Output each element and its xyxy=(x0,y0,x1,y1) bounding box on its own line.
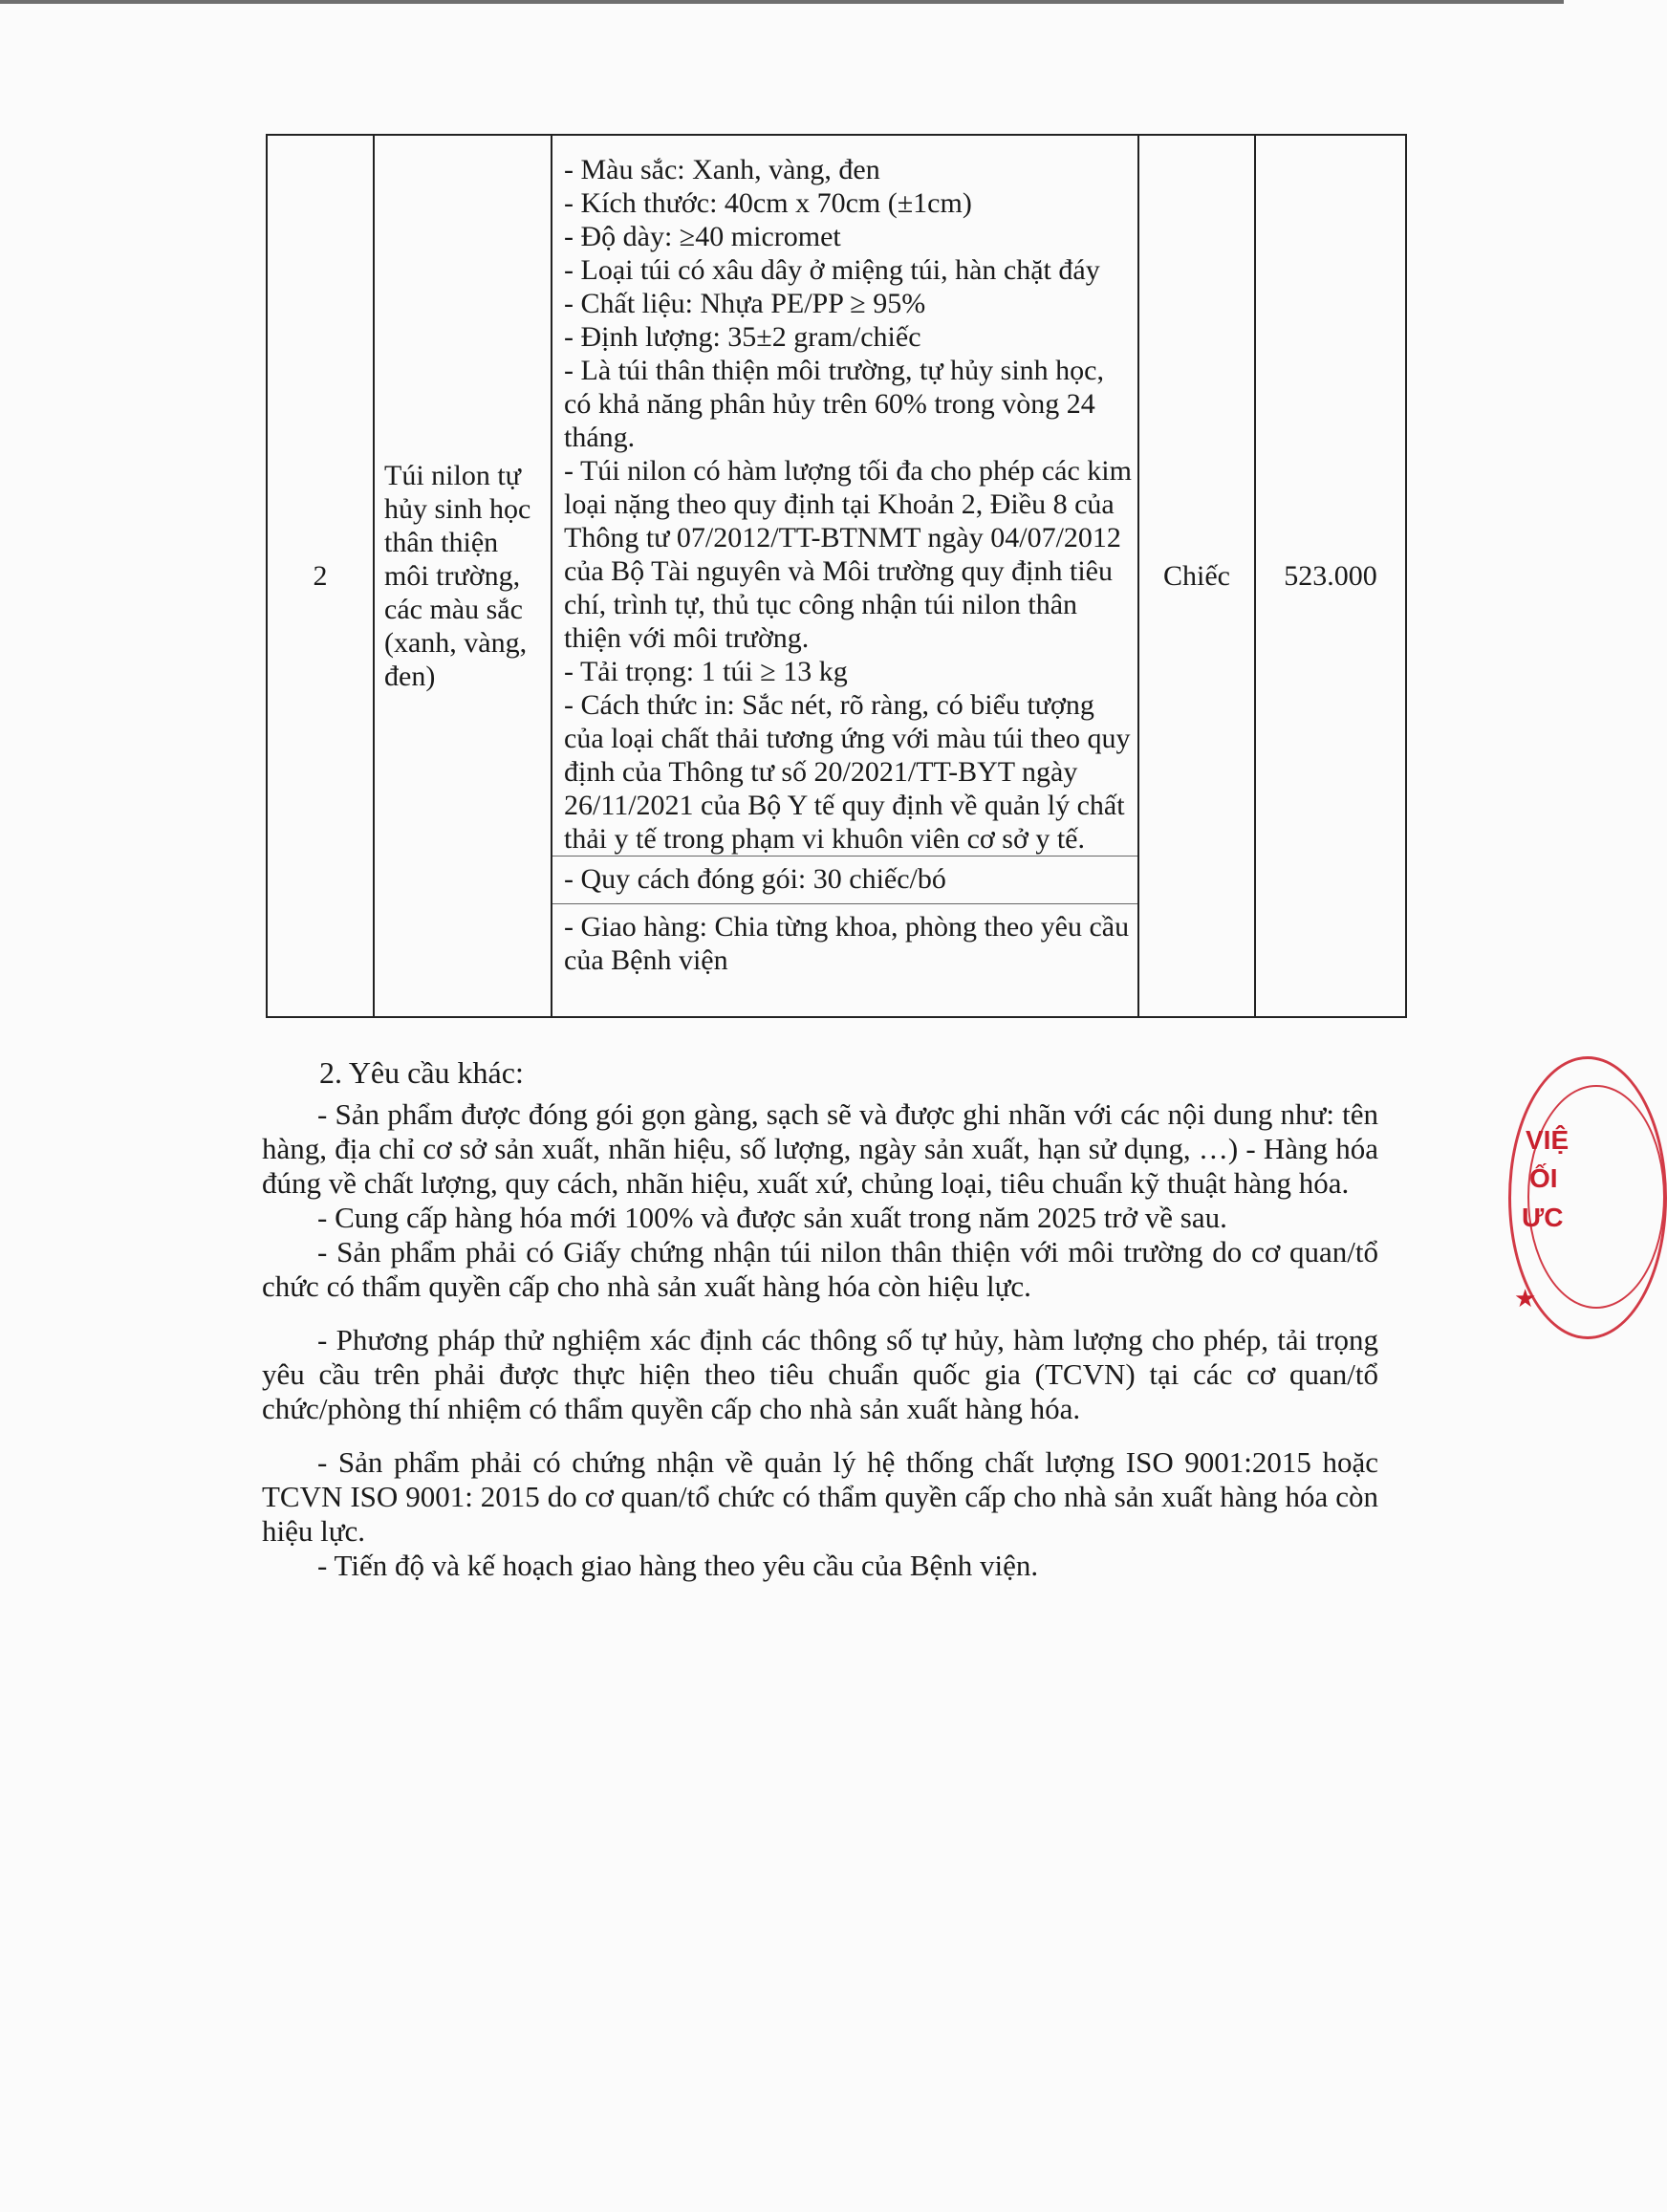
requirement-paragraph: - Tiến độ và kế hoạch giao hàng theo yêu cầu của Bệnh viện. xyxy=(317,1549,1039,1582)
spec-line: - Độ dày: ≥40 micromet xyxy=(564,221,841,252)
requirement-paragraph: - Sản phẩm được đóng gói gọn gàng, sạch sẽ và được ghi nhãn với các nội dung như: tên hàng, địa chỉ cơ sở sản xuất, nhãn hiệu, số lượng, ngày sản xuất, hạn sử dụng, …) - Hàng hóa đúng về chất lượng, quy cách, nhãn hiệu, xuất xứ, chủng loại, tiêu chuẩn kỹ thuật hàng hóa. xyxy=(262,1097,1378,1200)
spec-line: - Tải trọng: 1 túi ≥ 13 kg xyxy=(564,656,848,687)
spec-line: - Kích thước: 40cm x 70cm (±1cm) xyxy=(564,187,972,219)
item-name: Túi nilon tự hủy sinh học thân thiện môi trường, các màu sắc (xanh, vàng, đen) xyxy=(374,135,552,1017)
requirement-paragraph: - Phương pháp thử nghiệm xác định các thông số tự hủy, hàm lượng cho phép, tải trọng yêu cầu trên phải được thực hiện theo tiêu chuẩn quốc gia (TCVN) tại các cơ quan/tổ chức/phòng thí nhiệm có thẩm quyền cấp cho nhà sản xuất hàng hóa. xyxy=(262,1323,1378,1425)
table-row xyxy=(267,135,1406,1017)
stamp-inner-ring xyxy=(1527,1085,1665,1309)
spec-line: - Loại túi có xâu dây ở miệng túi, hàn chặt đáy xyxy=(564,254,1100,286)
spec-line: - Chất liệu: Nhựa PE/PP ≥ 95% xyxy=(564,288,926,319)
requirement-paragraph: - Sản phẩm phải có chứng nhận về quản lý hệ thống chất lượng ISO 9001:2015 hoặc TCVN ISO 9001: 2015 do cơ quan/tổ chức có thẩm quyền cấp cho nhà sản xuất hàng hóa còn hiệu lực. xyxy=(262,1445,1378,1548)
packing-spec: - Quy cách đóng gói: 30 chiếc/bó xyxy=(552,856,1137,903)
quantity: 523.000 xyxy=(1255,135,1406,1017)
stamp-text: ƯC xyxy=(1522,1203,1564,1232)
row-number: 2 xyxy=(267,135,374,1017)
spec-line: - Túi nilon có hàm lượng tối đa cho phép các kim loại nặng theo quy định tại Khoản 2, Điều 8 của Thông tư 07/2012/TT-BTNMT ngày 04/07/2012 của Bộ Tài nguyên và Môi trường quy định tiêu chí, trình tự, thủ tục công nhận túi nilon thân thiện với môi trường. xyxy=(564,455,1132,654)
item-specification xyxy=(552,135,1138,1017)
spec-line: - Màu sắc: Xanh, vàng, đen xyxy=(564,154,880,185)
star-icon: ★ xyxy=(1514,1284,1537,1312)
top-border-line xyxy=(0,0,1564,4)
section-heading: 2. Yêu cầu khác: xyxy=(319,1055,524,1090)
spec-line: - Định lượng: 35±2 gram/chiếc xyxy=(564,321,921,353)
stamp-text: ỐI xyxy=(1529,1163,1558,1193)
stamp-text: VIỆ xyxy=(1526,1125,1570,1155)
spec-line: - Cách thức in: Sắc nét, rõ ràng, có biểu tượng của loại chất thải tương ứng với màu túi theo quy định của Thông tư số 20/2021/TT-BYT ngày 26/11/2021 của Bộ Y tế quy định về quản lý chất thải y tế trong phạm vi khuôn viên cơ sở y tế. xyxy=(564,689,1131,855)
unit: Chiếc xyxy=(1138,135,1255,1017)
spec-line: - Là túi thân thiện môi trường, tự hủy sinh học, có khả năng phân hủy trên 60% trong vòng 24 tháng. xyxy=(564,355,1104,453)
requirement-paragraph: - Cung cấp hàng hóa mới 100% và được sản xuất trong năm 2025 trở về sau. xyxy=(317,1201,1227,1234)
other-requirements-section xyxy=(262,1055,1378,1583)
spec-lines xyxy=(552,136,1137,856)
requirement-paragraph: - Sản phẩm phải có Giấy chứng nhận túi nilon thân thiện với môi trường do cơ quan/tổ chức có thẩm quyền cấp cho nhà sản xuất hàng hóa còn hiệu lực. xyxy=(262,1235,1378,1303)
spec-table xyxy=(266,134,1407,1018)
red-stamp xyxy=(1501,1047,1570,1334)
delivery-spec: - Giao hàng: Chia từng khoa, phòng theo yêu cầu của Bệnh viện xyxy=(552,903,1137,981)
